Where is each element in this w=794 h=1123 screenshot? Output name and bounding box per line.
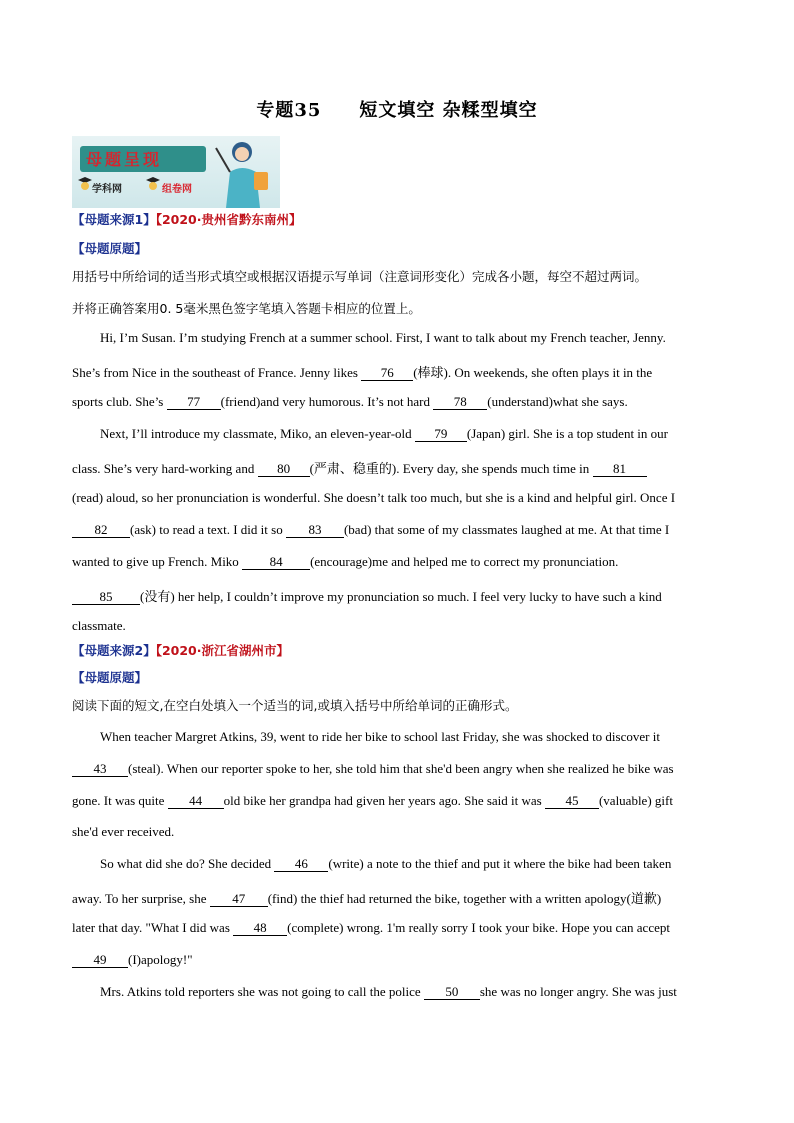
passage1-line3 — [72, 394, 722, 410]
passage1-line5 — [72, 458, 722, 477]
blank-46: 46 — [274, 857, 328, 872]
passage1-line1: Hi, I’m Susan. I’m studying French at a summer school. First, I want to talk about my French teacher, Jenny. — [100, 330, 666, 345]
p1l8a: wanted to give up French. Miko — [72, 554, 243, 569]
original-label-2: 【母题原题】 — [72, 670, 148, 685]
p2l7a: later that day. "What I did was — [72, 920, 234, 935]
page-title — [0, 96, 794, 122]
p1l7b: (bad) that some of my classmates laughed at me. At that time I — [343, 522, 670, 537]
title-name: 短文填空 杂糅型填空 — [359, 100, 538, 121]
original-label-1: 【母题原题】 — [72, 241, 148, 256]
p2l3b: old bike her grandpa had given her years ago. She said it was — [223, 793, 545, 808]
p1l8b: (encourage)me and helped me to correct my pronunciation. — [310, 554, 619, 569]
passage1-line10: classmate. — [72, 618, 126, 633]
passage2-line5 — [100, 856, 750, 872]
passage1-line4 — [100, 426, 750, 442]
p2l6a: away. To her surprise, she — [72, 891, 210, 906]
blank-44: 44 — [168, 794, 224, 809]
passage2-line3 — [72, 793, 722, 809]
passage1-line9 — [72, 586, 722, 605]
blank-84: 84 — [242, 555, 310, 570]
blank-77: 77 — [167, 395, 221, 410]
passage2-line7 — [72, 920, 722, 936]
p1l4b: (Japan) girl. She is a top student in our — [466, 426, 668, 441]
p2l2: (steal). When our reporter spoke to her, she told him that she'd been angry when she realized he bike was — [128, 761, 674, 776]
p2l9a: Mrs. Atkins told reporters she was not going to call the police — [100, 984, 424, 999]
banner-site1: 学科网 — [92, 184, 122, 195]
passage1-line2 — [72, 362, 722, 381]
blank-83: 83 — [286, 523, 344, 538]
blank-47: 47 — [210, 892, 268, 907]
blank-45: 45 — [545, 794, 599, 809]
p1l4a: Next, I’ll introduce my classmate, Miko, an eleven-year-old — [100, 426, 415, 441]
p1l3a: sports club. She’s — [72, 394, 167, 409]
source-2-detail: 【2020·浙江省湖州市】 — [155, 643, 289, 658]
source-2-label: 【母题来源2】 — [72, 643, 156, 658]
p2l3c: (valuable) gift — [598, 793, 673, 808]
blank-76: 76 — [361, 366, 413, 381]
p1l5b: (严肃、稳重的). Every day, she spends much time in — [309, 461, 593, 476]
passage2-line4: she'd ever received. — [72, 824, 175, 839]
p1l5a: class. She’s very hard-working and — [72, 461, 258, 476]
blank-85: 85 — [72, 590, 140, 605]
p2l5b: (write) a note to the thief and put it where the bike had been taken — [328, 856, 672, 871]
title-topic: 专题35 — [256, 100, 322, 121]
teacher-figure-icon — [212, 138, 278, 208]
banner-site2: 组卷网 — [162, 184, 192, 195]
p2l3a: gone. It was quite — [72, 793, 168, 808]
passage2-line6 — [72, 888, 722, 907]
p1l2b: (棒球). On weekends, she often plays it in the — [413, 365, 653, 380]
p2l9b: she was no longer angry. She was just — [479, 984, 677, 999]
blank-48: 48 — [233, 921, 287, 936]
passage1-line6: (read) aloud, so her pronunciation is wonderful. She doesn’t talk too much, but she is a kind and helpful girl. Once I — [72, 490, 676, 505]
banner-image — [72, 136, 280, 208]
source-1-label: 【母题来源1】 — [72, 212, 156, 227]
p1l9: (没有) her help, I couldn’t improve my pronunciation so much. I feel very lucky to have such a kind — [140, 589, 662, 604]
blank-79: 79 — [415, 427, 467, 442]
passage2-line2 — [72, 761, 722, 777]
blank-78: 78 — [433, 395, 487, 410]
passage2-line9 — [100, 984, 750, 1000]
source-2 — [72, 641, 722, 659]
blank-82: 82 — [72, 523, 130, 538]
p1l7a: (ask) to read a text. I did it so — [130, 522, 286, 537]
blank-80: 80 — [258, 462, 310, 477]
instruction-1a: 用括号中所给词的适当形式填空或根据汉语提示写单词（注意词形变化）完成各小题，每空不超过两词。 — [72, 269, 648, 284]
banner-logo-text: 母题呈现 — [86, 150, 163, 169]
graduate-icon-2 — [146, 176, 160, 192]
passage2-line8 — [72, 952, 722, 968]
p2l8: (I)apology!" — [128, 952, 193, 967]
source-1-detail: 【2020·贵州省黔东南州】 — [155, 212, 302, 227]
blank-49: 49 — [72, 953, 128, 968]
graduate-icon — [78, 176, 92, 192]
p1l3c: (understand)what she says. — [487, 394, 628, 409]
blank-50: 50 — [424, 985, 480, 1000]
passage2-line1: When teacher Margret Atkins, 39, went to ride her bike to school last Friday, she was shocked to discover it — [100, 729, 660, 744]
passage1-line7 — [72, 522, 722, 538]
instruction-1b: 并将正确答案用0. 5毫米黑色签字笔填入答题卡相应的位置上。 — [72, 301, 421, 316]
blank-81: 81 — [593, 462, 647, 477]
p1l3b: (friend)and very humorous. It’s not hard — [220, 394, 434, 409]
p1l2a: She’s from Nice in the southeast of France. Jenny likes — [72, 365, 362, 380]
blank-43: 43 — [72, 762, 128, 777]
p2l6b: (find) the thief had returned the bike, together with a written apology(道歉) — [267, 891, 662, 906]
passage1-line8 — [72, 554, 722, 570]
instruction-2: 阅读下面的短文,在空白处填入一个适当的词,或填入括号中所给单词的正确形式。 — [72, 698, 518, 713]
p2l7b: (complete) wrong. 1'm really sorry I took your bike. Hope you can accept — [287, 920, 670, 935]
p2l5a: So what did she do? She decided — [100, 856, 275, 871]
source-1 — [72, 210, 722, 228]
